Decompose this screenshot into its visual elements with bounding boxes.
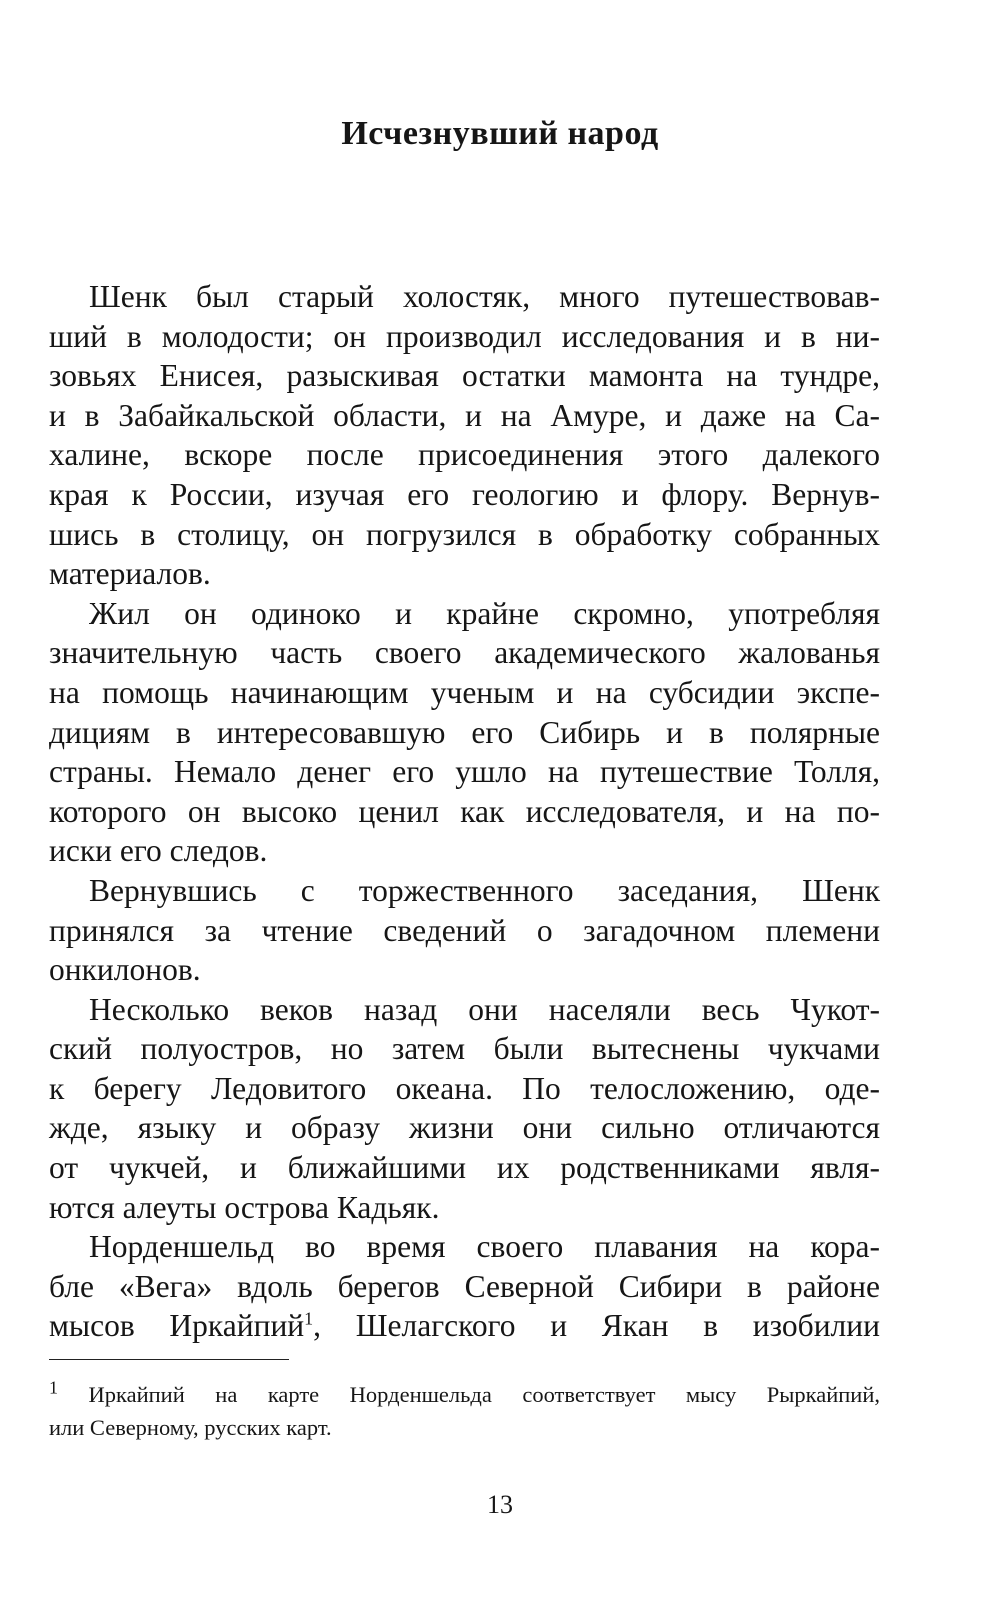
text-line: принялся за чтение сведений о загадочном племени	[49, 912, 880, 948]
text-line	[49, 1306, 880, 1346]
text-line: онкилонов.	[49, 952, 201, 988]
paragraph-4	[49, 990, 880, 1228]
text-line: дициям в интересовавшую его Сибирь и в полярные	[49, 714, 880, 750]
footnote-divider	[49, 1359, 289, 1360]
text-fragment: мысов Иркайпий	[49, 1308, 305, 1344]
text-line: Жил он одиноко и крайне скромно, употребляя	[89, 595, 880, 631]
text-line: которого он высоко ценил как исследователя, и на по-	[49, 793, 880, 829]
text-line: Вернувшись с торжественного заседания, Шенк	[89, 872, 880, 908]
footnote-reference[interactable]: 1	[304, 1308, 314, 1329]
footnote-line: или Северному, русских карт.	[49, 1415, 332, 1440]
text-line: жде, языку и образу жизни они сильно отличаются	[49, 1110, 880, 1146]
text-line: материалов.	[49, 556, 211, 592]
body-text	[49, 277, 880, 1346]
text-line: Шенк был старый холостяк, много путешествовав-	[89, 279, 880, 314]
text-line: от чукчей, и ближайшими их родственниками явля-	[49, 1150, 880, 1186]
text-line: края к России, изучая его геологию и флору. Вернув-	[49, 476, 880, 512]
text-line: ский полуостров, но затем были вытеснены чукчами	[49, 1031, 880, 1067]
text-line: шись в столицу, он погрузился в обработку собранных	[49, 516, 880, 552]
text-line: Норденшельд во время своего плавания на кора-	[89, 1229, 880, 1265]
text-fragment: , Шелагского и Якан в изобилии	[313, 1308, 880, 1344]
paragraph-5	[49, 1227, 880, 1346]
text-line: на помощь начинающим ученым и на субсидии экспе-	[49, 674, 880, 710]
chapter-title: Исчезнувший народ	[341, 115, 659, 152]
text-line: бле «Вега» вдоль берегов Северной Сибири в районе	[49, 1268, 880, 1304]
footnote	[49, 1378, 880, 1444]
text-line: страны. Немало денег его ушло на путешествие Толля,	[49, 754, 880, 790]
footnote-text: Иркайпий на карте Норденшельда соответствует мысу Рыркайпий,	[88, 1382, 880, 1407]
page-number: 13	[487, 1490, 513, 1519]
text-line: Несколько веков назад они населяли весь Чукот-	[89, 991, 880, 1027]
text-line: халине, вскоре после присоединения этого далекого	[49, 437, 880, 473]
footnote-marker: 1	[49, 1377, 58, 1398]
text-line: иски его следов.	[49, 833, 268, 869]
text-line: к берегу Ледовитого океана. По телосложению, оде-	[49, 1070, 880, 1106]
paragraph-3	[49, 871, 880, 990]
text-line: зовьях Енисея, разыскивая остатки мамонта на тундре,	[49, 358, 880, 394]
text-line: и в Забайкальской области, и на Амуре, и даже на Са-	[49, 397, 880, 433]
text-line: ются алеуты острова Кадьяк.	[49, 1189, 440, 1225]
text-line: ший в молодости; он производил исследования и в ни-	[49, 318, 880, 354]
paragraph-2	[49, 594, 880, 871]
footnote-line	[49, 1378, 880, 1411]
text-line: значительную часть своего академического жалованья	[49, 635, 880, 671]
paragraph-1	[49, 277, 880, 594]
